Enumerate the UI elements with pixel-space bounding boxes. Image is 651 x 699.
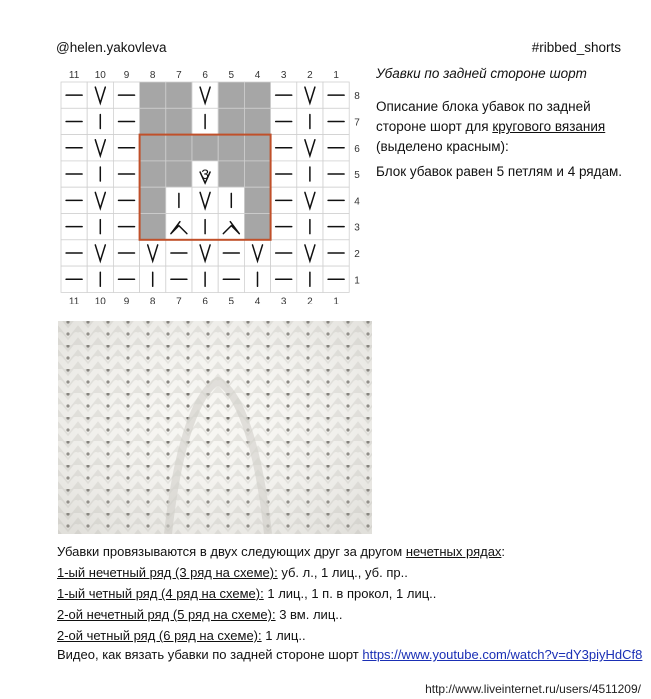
chart-cell — [218, 82, 244, 108]
column-label-bottom: 6 — [202, 296, 208, 304]
chart-cell — [140, 108, 166, 134]
chart-cell — [244, 214, 270, 240]
column-label-top: 11 — [68, 70, 80, 81]
video-text: Видео, как вязать убавки по задней стороне шорт — [57, 647, 363, 662]
chart-cell — [244, 161, 270, 187]
column-label-bottom: 10 — [94, 296, 106, 304]
column-label-top: 2 — [307, 70, 313, 81]
instruction-row — [57, 562, 637, 583]
row-label: 6 — [354, 143, 360, 155]
column-label-bottom: 2 — [307, 296, 313, 304]
column-label-top: 10 — [94, 70, 106, 81]
instruction-row — [57, 604, 637, 625]
column-label-bottom: 5 — [228, 296, 235, 304]
row-label: 7 — [354, 117, 360, 129]
chart-cell — [166, 108, 192, 134]
row-label: 4 — [354, 196, 360, 208]
instruction-row-text: уб. л., 1 лиц., уб. пр.. — [277, 565, 408, 580]
column-label-top: 8 — [149, 70, 156, 81]
chart-cell — [218, 135, 244, 161]
description-suffix: (выделено красным): — [376, 139, 509, 154]
chart-cell — [140, 187, 166, 213]
chart-cell — [140, 82, 166, 108]
column-label-bottom: 1 — [333, 296, 339, 304]
video-line — [57, 647, 642, 662]
column-label-bottom: 3 — [280, 296, 287, 304]
column-label-top: 1 — [333, 70, 339, 81]
chart-cell — [166, 135, 192, 161]
row-label: 3 — [354, 222, 360, 234]
instruction-row-text: 1 лиц.. — [261, 628, 306, 643]
row-label: 5 — [354, 170, 360, 182]
chart-cell — [192, 135, 218, 161]
three-together-label: 3 — [201, 166, 209, 183]
chart-cell — [218, 108, 244, 134]
video-link[interactable]: https://www.youtube.com/watch?v=dY3piyHdCf8 — [362, 647, 643, 662]
chart-cell — [218, 161, 244, 187]
column-label-bottom: 8 — [149, 296, 156, 304]
watermark: http://www.liveinternet.ru/users/4511209/ — [425, 682, 641, 696]
chart-cell — [244, 135, 270, 161]
column-label-bottom: 7 — [176, 296, 182, 304]
instruction-row-label: 1-ый четный ряд (4 ряд на схеме): — [57, 586, 264, 601]
instruction-row — [57, 625, 637, 646]
chart-cell — [244, 82, 270, 108]
description — [376, 97, 616, 157]
column-label-bottom: 11 — [68, 296, 80, 304]
intro-colon: : — [501, 544, 506, 559]
chart-cell — [166, 161, 192, 187]
column-label-top: 9 — [123, 70, 130, 81]
hashtag: #ribbed_shorts — [531, 40, 621, 55]
chart-cell — [166, 82, 192, 108]
column-label-top: 4 — [254, 70, 261, 81]
instruction-row-text: 1 лиц., 1 п. в прокол, 1 лиц.. — [263, 586, 437, 601]
chart-cell — [244, 108, 270, 134]
description-text: Описание блока убавок по задней стороне шорт для — [376, 99, 591, 134]
block-size-text: Блок убавок равен 5 петлям и 4 рядам. — [376, 164, 623, 179]
instruction-row — [57, 583, 637, 604]
instruction-row-label: 2-ой нечетный ряд (5 ряд на схеме): — [57, 607, 276, 622]
row-label: 8 — [354, 91, 360, 103]
row-label: 2 — [354, 248, 360, 260]
odd-rows-link[interactable]: нечетных рядах — [405, 544, 502, 559]
row-label: 1 — [354, 275, 360, 287]
knitting-chart — [57, 68, 362, 304]
circular-knitting-link[interactable]: кругового вязания — [492, 119, 606, 134]
column-label-bottom: 9 — [123, 296, 130, 304]
instructions — [57, 541, 637, 646]
instruction-row-label: 2-ой четный ряд (6 ряд на схеме): — [57, 628, 262, 643]
column-label-bottom: 4 — [254, 296, 261, 304]
intro-text: Убавки провязываются в двух следующих друг за другом — [57, 544, 406, 559]
chart-cell — [140, 135, 166, 161]
column-label-top: 6 — [202, 70, 208, 81]
column-label-top: 5 — [228, 70, 235, 81]
section-title: Убавки по задней стороне шорт — [376, 66, 587, 81]
chart-cell — [140, 161, 166, 187]
column-label-top: 7 — [176, 70, 182, 81]
instruction-row-text: 3 вм. лиц.. — [275, 607, 343, 622]
instructions-intro — [57, 541, 637, 562]
knitted-fabric-photo — [58, 321, 372, 534]
chart-cell — [140, 214, 166, 240]
chart-cell — [244, 187, 270, 213]
column-label-top: 3 — [280, 70, 287, 81]
instruction-row-label: 1-ый нечетный ряд (3 ряд на схеме): — [57, 565, 278, 580]
author-handle: @helen.yakovleva — [56, 40, 167, 55]
